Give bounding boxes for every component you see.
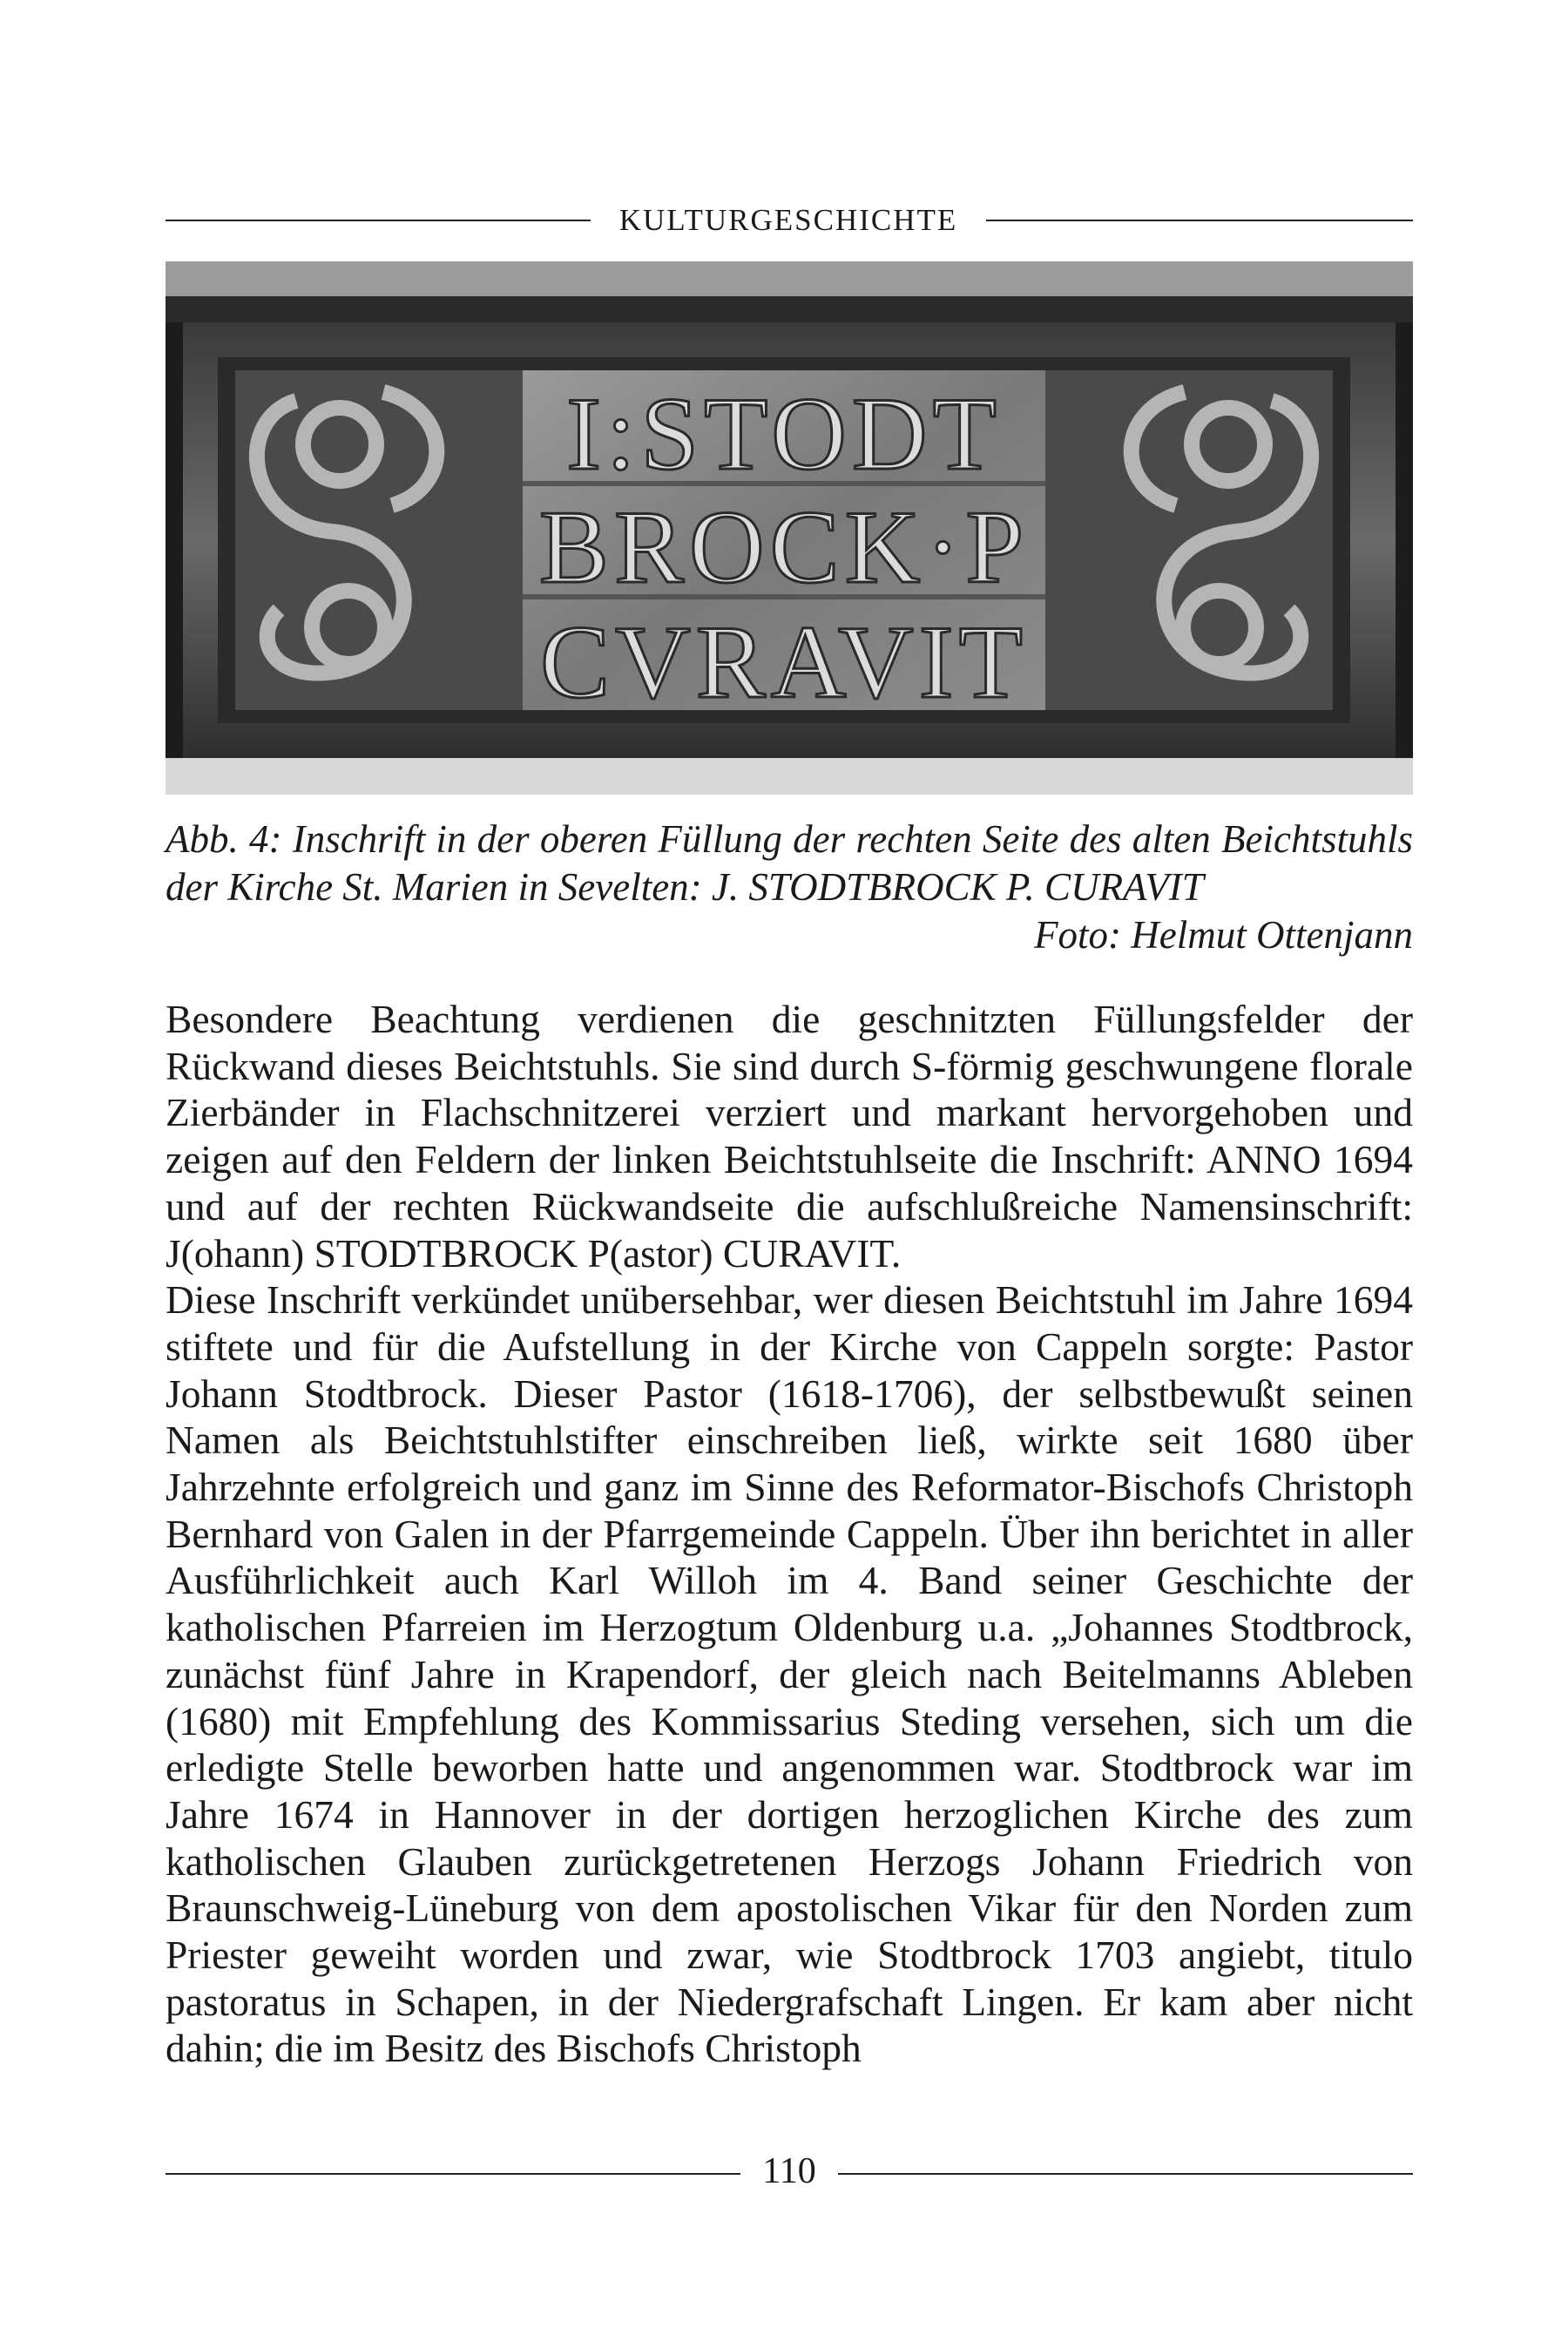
body-paragraph-2: Diese Inschrift verkündet unübersehbar, wer diesen Beichtstuhl im Jahre 1694 stiftete und für die Aufstellung in der Kirche von Cappeln sorgte: Pastor Johann Stodtbrock. Dieser Pastor (1618-1706), der selbstbewußt seinen Namen als Beichtstuhlstifter einschreiben ließ, wirkte seit 1680 über Jahrzehnte erfolgreich und ganz im Sinne des Reformator-Bischofs Christoph Bernhard von Galen in der Pfarrgemeinde Cappeln. Über ihn berichtet in aller Ausführlichkeit auch Karl Willoh im 4. Band seiner Geschichte der katholischen Pfarreien im Herzogtum Oldenburg u.a. „Johannes Stodtbrock, zunächst fünf Jahre in Krapendorf, der gleich nach Beitelmanns Ableben (1680) mit Empfehlung des Kommissarius Steding versehen, sich um die erledigte Stelle beworben hatte und angenommen war. Stodtbrock war im Jahre 1674 in Hannover in der dortigen herzoglichen Kirche des zum katholischen Glauben zurückgetretenen Herzogs Johann Friedrich von Braunschweig-Lüneburg von dem apostolischen Vikar für den Norden zum Priester geweiht worden und zwar, wie Stodtbrock 1703 angiebt, titulo pastoratus in Schapen, in der Niedergrafschaft Lingen. Er kam aber nicht dahin; die im Besitz des Bischofs Christoph <box>166 1277 1413 2071</box>
body-text <box>166 996 1413 2072</box>
inscription-line-1: I:STODT <box>566 376 1002 491</box>
page-number: 110 <box>762 2151 816 2191</box>
body-paragraph-1: Besondere Beachtung verdienen die geschnitzten Füllungsfelder der Rückwand dieses Beichtstuhls. Sie sind durch S-förmig geschwungene florale Zierbänder in Flachschnitzerei verziert und markant hervorgehoben und zeigen auf den Feldern der linken Beichtstuhlseite die Inschrift: ANNO 1694 und auf der rechten Rückwandseite die aufschlußreiche Namensinschrift: J(ohann) STODTBROCK P(astor) CURAVIT. <box>166 997 1413 1276</box>
photo-credit: Foto: Helmut Ottenjann <box>1034 913 1413 957</box>
running-head-title: KULTURGESCHICHTE <box>618 203 958 237</box>
page-footer <box>166 2145 1413 2197</box>
footer-rule-left <box>166 2173 740 2175</box>
figure-caption <box>166 816 1413 959</box>
footer-rule-right <box>838 2173 1413 2175</box>
caption-line-2: der Kirche St. Marien in Sevelten: J. STODTBROCK P. CURAVIT <box>166 865 1204 909</box>
inscription-line-3: CVRAVIT <box>540 604 1028 720</box>
caption-line-1: Abb. 4: Inschrift in der oberen Füllung der rechten Seite des alten Beichtstuhls <box>166 817 1413 861</box>
running-header <box>166 199 1413 242</box>
confessional-inscription-photo <box>166 261 1413 795</box>
header-rule-right <box>986 220 1413 221</box>
inscription-line-2: BROCK·P <box>538 489 1030 605</box>
header-rule-left <box>166 220 591 221</box>
